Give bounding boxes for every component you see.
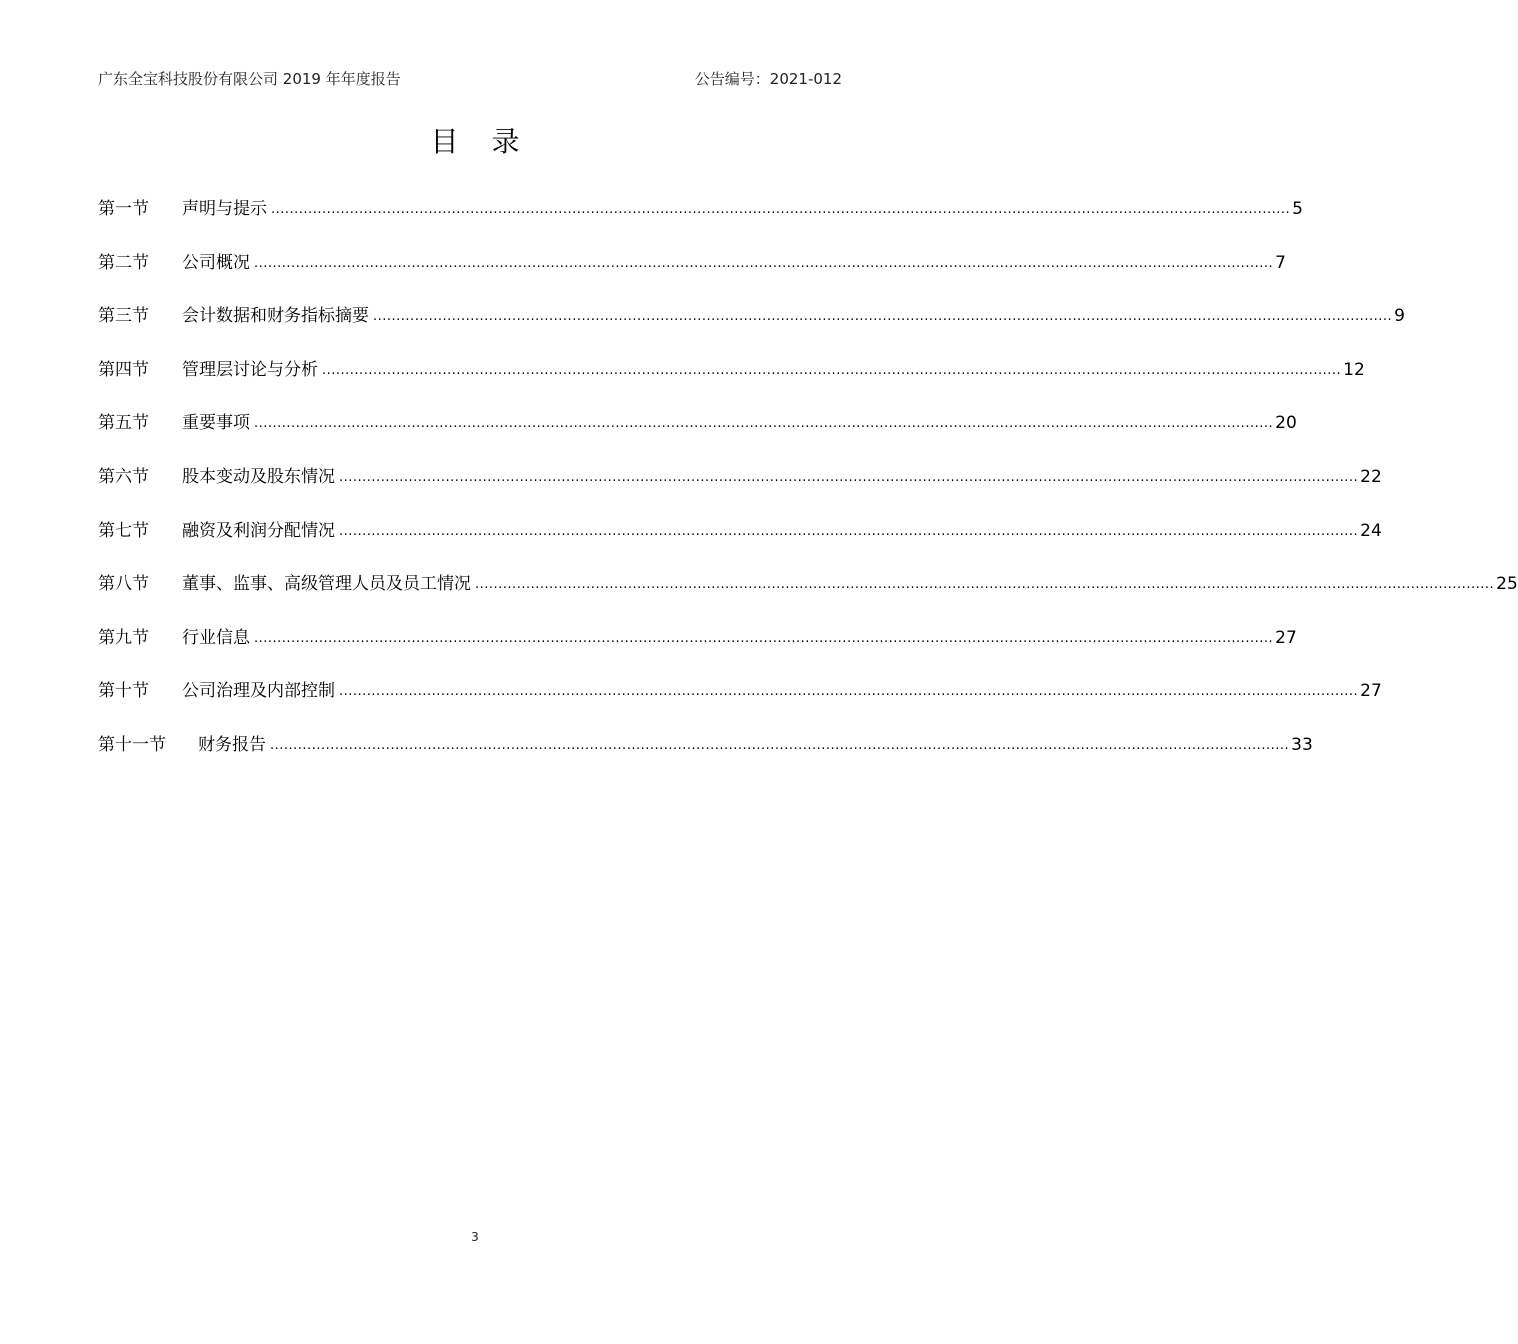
toc-section-number: 第二节	[98, 252, 149, 273]
page-number: 3	[471, 1230, 479, 1244]
toc-section-title: 管理层讨论与分析	[182, 359, 318, 380]
toc-item[interactable]	[98, 246, 1286, 300]
toc-section-title: 重要事项	[182, 413, 250, 434]
toc-page-number: 33	[1291, 734, 1313, 755]
toc-page-number: 22	[1360, 466, 1382, 487]
toc-section-title: 声明与提示	[182, 199, 267, 219]
toc-leader-dots: ............................................................................................................................................................................................................................	[271, 202, 1291, 217]
toc-item[interactable]	[98, 299, 1405, 353]
toc-leader-dots: ............................................................................................................................................................................................................................	[339, 523, 1359, 539]
toc-page-number: 12	[1343, 359, 1365, 380]
toc-section-title: 融资及利润分配情况	[182, 520, 335, 541]
table-of-contents	[98, 192, 1518, 782]
toc-page-number: 27	[1275, 627, 1297, 648]
toc-item[interactable]	[98, 514, 1382, 568]
toc-page-number: 24	[1360, 520, 1382, 541]
toc-page-number: 7	[1275, 252, 1286, 273]
toc-section-number: 第一节	[98, 199, 149, 219]
toc-title: 目 录	[430, 125, 532, 158]
toc-item[interactable]	[98, 674, 1382, 728]
report-title-header: 广东全宝科技股份有限公司 2019 年年度报告	[98, 70, 401, 88]
page-header	[98, 68, 842, 92]
toc-section-title: 行业信息	[182, 627, 250, 648]
toc-item[interactable]	[98, 406, 1297, 460]
toc-page-number: 25	[1496, 574, 1518, 595]
toc-leader-dots: ............................................................................................................................................................................................................................	[254, 416, 1274, 432]
toc-leader-dots: ............................................................................................................................................................................................................................	[270, 737, 1290, 753]
toc-leader-dots: ............................................................................................................................................................................................................................	[322, 362, 1342, 378]
toc-section-number: 第七节	[98, 520, 149, 541]
toc-item[interactable]	[98, 192, 1303, 246]
toc-section-number: 第九节	[98, 627, 149, 648]
toc-section-title: 会计数据和财务指标摘要	[182, 306, 369, 327]
toc-leader-dots: ............................................................................................................................................................................................................................	[254, 255, 1274, 271]
toc-item[interactable]	[98, 460, 1382, 514]
toc-item[interactable]	[98, 353, 1365, 407]
toc-page-number: 20	[1275, 413, 1297, 434]
toc-section-title: 公司治理及内部控制	[182, 681, 335, 702]
toc-section-number: 第四节	[98, 359, 149, 380]
toc-page-number: 5	[1292, 199, 1303, 219]
toc-section-number: 第三节	[98, 306, 149, 327]
toc-section-title: 财务报告	[198, 734, 266, 755]
toc-section-number: 第六节	[98, 466, 149, 487]
toc-section-title: 股本变动及股东情况	[182, 466, 335, 487]
toc-leader-dots: ............................................................................................................................................................................................................................	[373, 309, 1393, 325]
toc-section-number: 第五节	[98, 413, 149, 434]
toc-leader-dots: ............................................................................................................................................................................................................................	[339, 469, 1359, 485]
toc-leader-dots: ............................................................................................................................................................................................................................	[475, 577, 1495, 593]
toc-item[interactable]	[98, 728, 1313, 782]
toc-leader-dots: ............................................................................................................................................................................................................................	[254, 630, 1274, 646]
toc-section-number: 第十一节	[98, 734, 166, 755]
toc-leader-dots: ............................................................................................................................................................................................................................	[339, 684, 1359, 700]
toc-item[interactable]	[98, 567, 1518, 621]
toc-section-title: 董事、监事、高级管理人员及员工情况	[182, 574, 471, 595]
toc-page-number: 27	[1360, 681, 1382, 702]
toc-section-title: 公司概况	[182, 252, 250, 273]
announcement-number: 公告编号：2021-012	[694, 70, 842, 88]
toc-item[interactable]	[98, 621, 1297, 675]
toc-section-number: 第十节	[98, 681, 149, 702]
toc-page-number: 9	[1394, 306, 1405, 327]
toc-section-number: 第八节	[98, 574, 149, 595]
